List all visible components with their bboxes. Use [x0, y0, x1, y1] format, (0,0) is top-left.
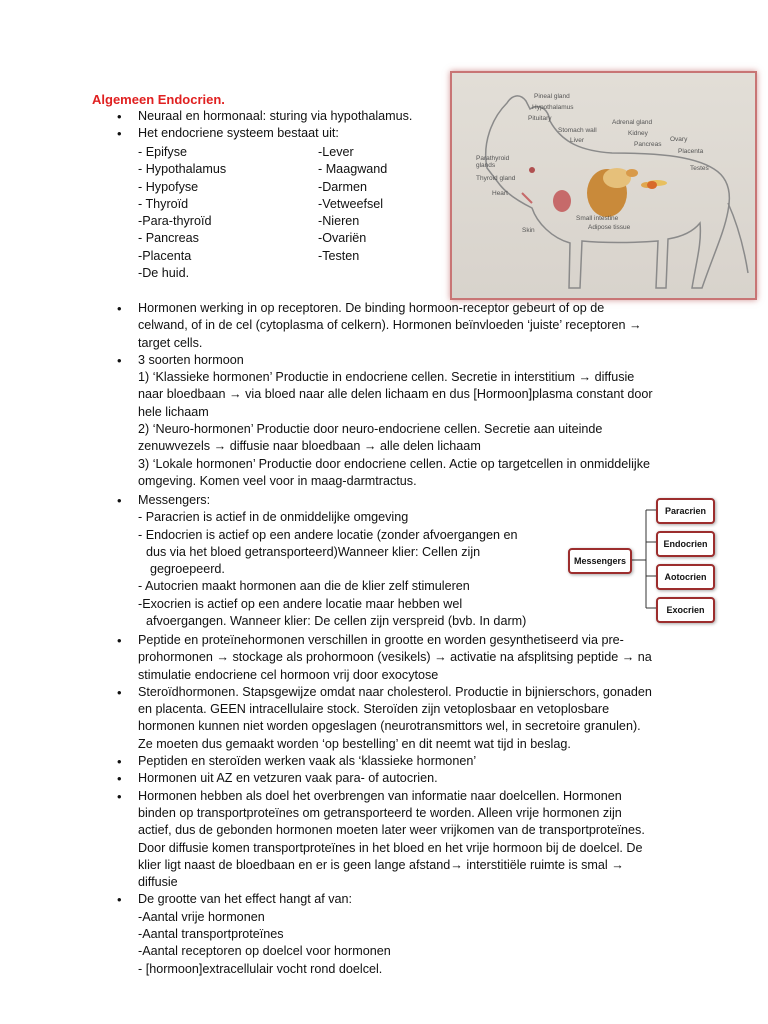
organ-item: -Placenta [138, 248, 192, 263]
list-item [0, 684, 695, 753]
diagram-node-aotocrien: Aotocrien [656, 564, 715, 590]
diagram-node-endocrien: Endocrien [656, 531, 715, 557]
organ-item: - Pancreas [138, 231, 199, 246]
image-label: Pineal gland [534, 93, 570, 100]
list-item [0, 492, 560, 630]
intro-list [0, 108, 440, 143]
list-item [0, 891, 695, 977]
image-label: Pancreas [634, 141, 662, 148]
messengers-list [0, 492, 560, 630]
text-line: prohormonen → stockage als prohormoon (vesikels) → activatie na afsplitsing peptide → na [138, 650, 652, 665]
text-line: -Aantal receptoren op doelcel voor hormonen [138, 944, 391, 959]
image-label: Skin [522, 227, 535, 234]
list-item: • Hormonen uit AZ en vetzuren vaak para- of autocrien. [0, 770, 695, 787]
text-line: afvoergangen. Wanneer klier: De cellen zijn verspreid (bvb. In darm) [146, 614, 527, 629]
text-line: en placenta. GEEN intracellulaire stock. Steroïden zijn vetoplosbaar en vetoplosbare [138, 702, 610, 717]
image-label: Hypothalamus [532, 104, 574, 111]
text-line: - [hormoon]extracellulair vocht rond doelcel. [138, 961, 383, 976]
text-line: hormonen kunnen niet worden opgeslagen (neurotransmittors wel, in secretoire granulen). [138, 719, 641, 734]
organ-item: -Ovariën [318, 231, 367, 246]
organ-item: -De huid. [138, 266, 190, 280]
text-line: diffusie [138, 875, 178, 890]
image-label: Ovary [670, 136, 688, 143]
page-title: Algemeen Endocrien. [92, 92, 225, 107]
organ-item: - Maagwand [318, 162, 388, 177]
text-line: Door diffusie komen transportproteïnes in het bloed en het vrije hormoon bij de doelcel. De [138, 840, 643, 855]
organ-item: -Lever [318, 145, 354, 159]
image-label: Adipose tissue [588, 224, 631, 231]
list-item [0, 300, 695, 352]
text-line: • 3 soorten hormoon [138, 352, 244, 367]
organ-item: - Thyroïd [138, 196, 189, 211]
organ-item: -Testen [318, 248, 360, 263]
list-item: • Het endocriene systeem bestaat uit: [0, 125, 440, 142]
text-line: 3) ‘Lokale hormonen’ Productie door endocriene cellen. Actie op targetcellen in onmiddelijke [138, 456, 650, 471]
list-item [0, 632, 695, 684]
image-label: Testes [690, 165, 709, 172]
dog-anatomy-image [452, 73, 755, 298]
text-line: binden op transportproteïnes om getransporteerd te worden. Alleen vrije hormonen zijn [138, 805, 622, 820]
text-line: omgeving. Komen veel voor in maag-darmtractus. [138, 473, 417, 488]
text-line: - Endocrien is actief op een andere locatie (zonder afvoergangen en [138, 527, 518, 542]
main-list [0, 300, 695, 490]
text-line: - Paracrien is actief in de onmiddelijke omgeving [138, 510, 409, 525]
image-label: Stomach wall [558, 127, 597, 134]
text-line: dus via het bloed getransporteerd)Wanneer klier: Cellen zijn [146, 544, 481, 559]
image-label: Small intestine [576, 215, 619, 222]
messengers-diagram [568, 494, 718, 626]
text-line: actief, dus de gebonden hormonen moeten later weer vrijkomen van de transportproteïnes. [138, 823, 645, 838]
organ-columns [138, 144, 438, 265]
diagram-node-exocrien: Exocrien [656, 597, 715, 623]
image-label: Kidney [628, 130, 648, 137]
diagram-node-paracrien: Paracrien [656, 498, 715, 524]
text-line: naar bloedbaan → via bloed naar alle delen lichaam en dus [Hormoon]plasma constant door [138, 387, 653, 402]
text-line: • Messengers: [138, 493, 211, 507]
organ-item: -Para-thyroïd [138, 214, 212, 229]
text-line: • Hormonen werking in op receptoren. De binding hormoon-receptor gebeurt of op de [138, 301, 605, 315]
list-item [0, 788, 695, 892]
text-line: -Aantal transportproteïnes [138, 927, 284, 942]
image-label: Heart [492, 190, 508, 197]
image-label: Adrenal gland [612, 119, 653, 126]
text-line: -Exocrien is actief op een andere locatie maar hebben wel [138, 596, 463, 611]
text-line: • Hormonen hebben als doel het overbrengen van informatie naar doelcellen. Hormonen [138, 788, 622, 803]
list-item [0, 352, 695, 490]
text-line: Ze moeten dus gemaakt worden ‘op bestelling’ en dit neemt wat tijd in beslag. [138, 736, 571, 751]
organ-item: -Nieren [318, 214, 360, 229]
text-line: 2) ‘Neuro-hormonen’ Productie door neuro-endocriene cellen. Secretie aan uiteinde [138, 422, 603, 437]
text-line: • Steroïdhormonen. Stapsgewijze omdat naar cholesterol. Productie in bijnierschors, gonaden [138, 684, 652, 699]
text-line: • De grootte van het effect hangt af van: [138, 892, 353, 907]
list-item: • Peptiden en steroïden werken vaak als ‘klassieke hormonen’ [0, 753, 695, 770]
diagram-node-messengers: Messengers [568, 548, 632, 574]
image-label: Parathyroid glands [476, 155, 510, 169]
text-line: zenuwvezels → diffusie naar bloedbaan → alle delen lichaam [138, 439, 481, 454]
image-label: Placenta [678, 148, 704, 155]
organ-item: - Epifyse [138, 145, 187, 159]
text-line: celwand, of in de cel (cytoplasma of celkern). Hormonen beïnvloeden ‘juiste’ receptoren → [138, 318, 642, 333]
text-line: 1) ‘Klassieke hormonen’ Productie in endocriene cellen. Secretie in interstitium → diffusie [138, 370, 635, 385]
image-label: Liver [570, 137, 585, 144]
image-label: Pituitary [528, 115, 552, 122]
organ-item: -Vetweefsel [318, 196, 384, 211]
text-line: • Peptide en proteïnehormonen verschillen in grootte en worden gesynthetiseerd via pre- [138, 633, 624, 647]
organ-item: - Hypofyse [138, 179, 199, 194]
text-line: klier ligt naast de bloedbaan en er is geen lange afstand→ interstitiële ruimte is smal → [138, 857, 624, 872]
text-line: stimulatie endocriene cel hormoon vrij door exocytose [138, 667, 439, 682]
text-line: target cells. [138, 335, 203, 350]
list-item: • Neuraal en hormonaal: sturing via hypothalamus. [0, 108, 440, 125]
text-line: gegroepeerd. [150, 562, 225, 577]
text-line: hele lichaam [138, 404, 209, 419]
organ-item: - Hypothalamus [138, 162, 227, 177]
image-label: Thyroid gland [476, 175, 516, 182]
organ-item: -Darmen [318, 179, 367, 194]
dog-outline-illustration [452, 73, 755, 298]
text-line: - Autocrien maakt hormonen aan die de klier zelf stimuleren [138, 579, 470, 594]
text-line: -Aantal vrije hormonen [138, 909, 265, 924]
remaining-list [0, 632, 695, 978]
